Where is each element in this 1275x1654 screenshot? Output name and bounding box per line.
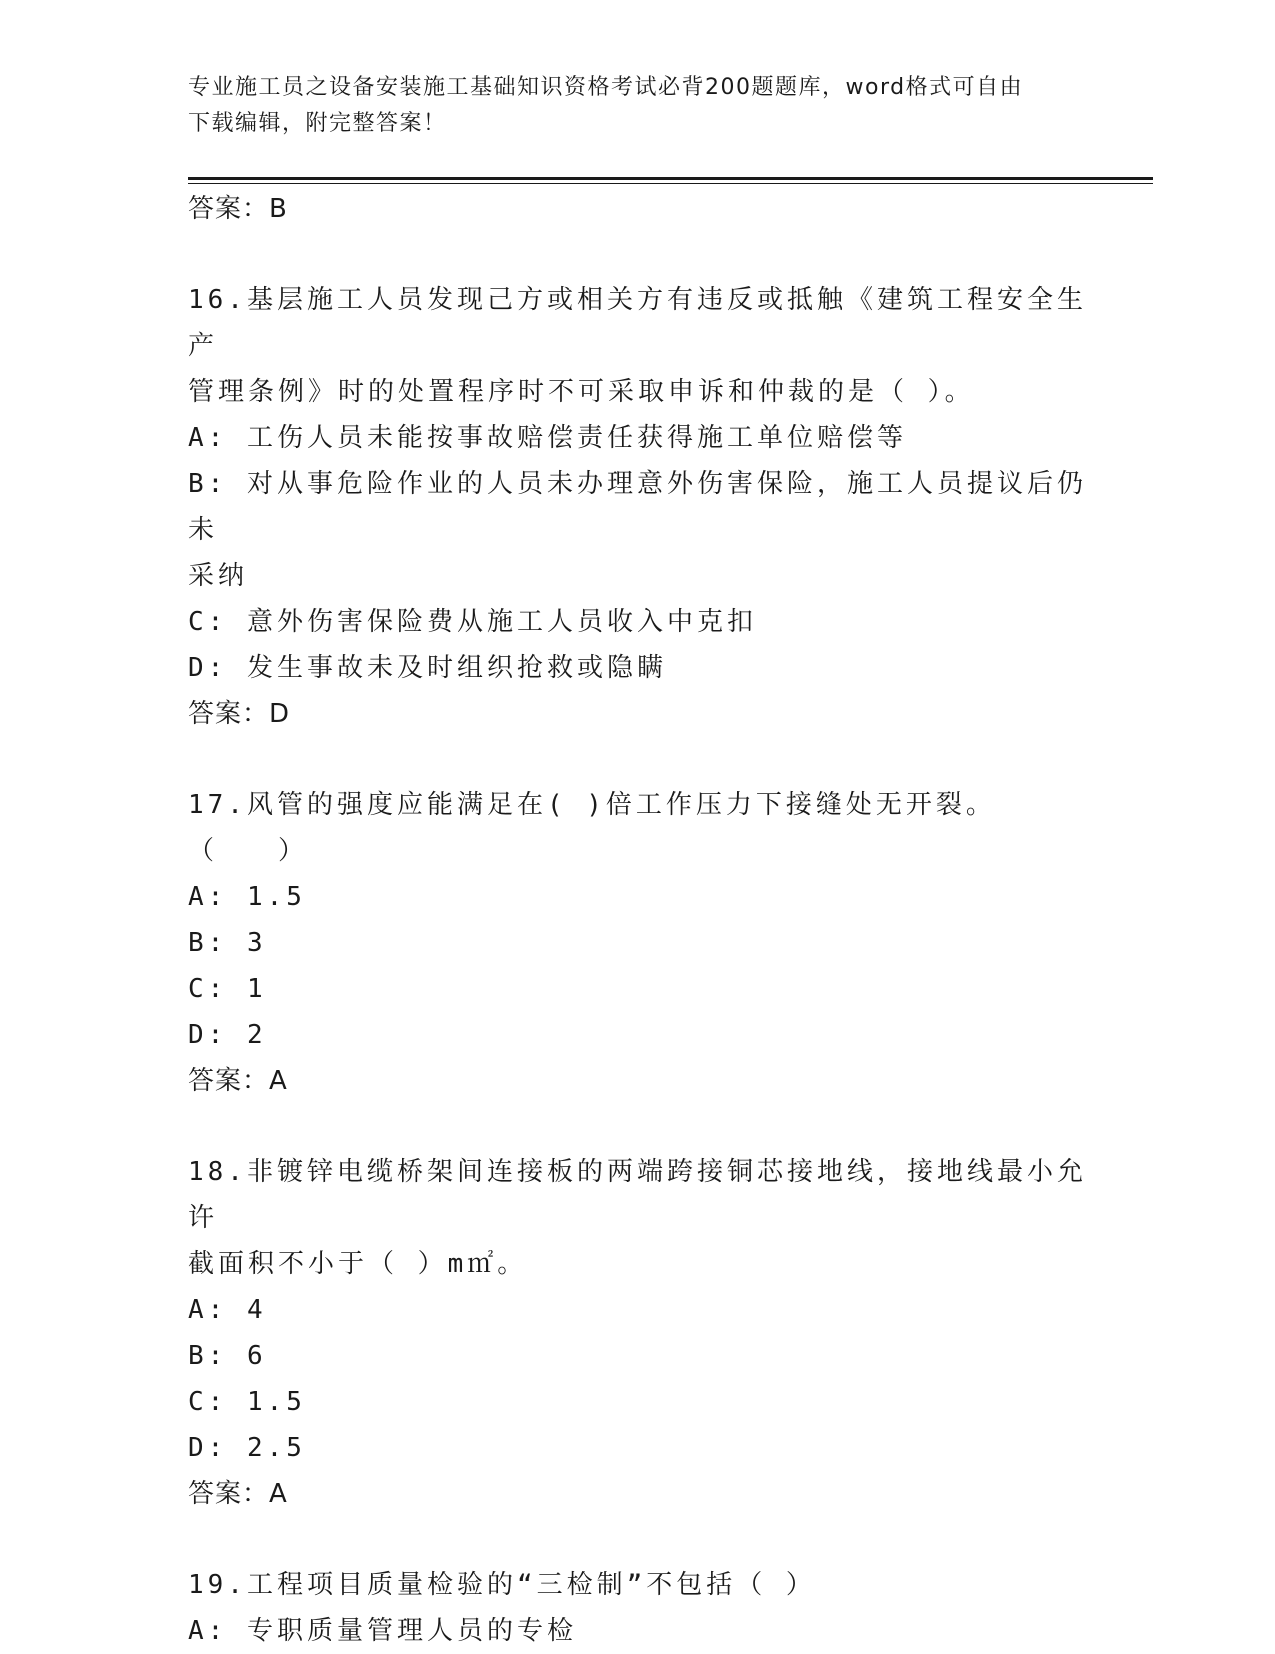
header-divider-thin: [188, 183, 1153, 184]
spacer: [188, 232, 1088, 277]
document-header: [188, 70, 1088, 142]
option-letter: C:: [188, 1387, 228, 1417]
option-text: 工伤人员未能按事故赔偿责任获得施工单位赔偿等: [246, 423, 907, 453]
answer-17: 答案：A: [188, 1066, 288, 1096]
option-text: 专职质量管理人员的专检: [246, 1616, 577, 1646]
question-18-option-c: [188, 1379, 1088, 1425]
option-text: 2.5: [246, 1433, 306, 1463]
answer-16: 答案：D: [188, 699, 291, 729]
question-16-option-c: [188, 599, 1088, 645]
question-16-option-a: [188, 415, 1088, 461]
question-19: [188, 1562, 1088, 1654]
answer-18: 答案：A: [188, 1479, 288, 1509]
question-16-option-b-continued: 采纳: [188, 561, 249, 591]
spacer: [188, 737, 1088, 782]
option-text: 1: [246, 974, 267, 1004]
option-text: 3: [246, 928, 267, 958]
option-letter: D:: [188, 1020, 228, 1050]
option-letter: A:: [188, 423, 228, 453]
option-letter: D:: [188, 1433, 228, 1463]
question-17-option-d: [188, 1012, 1088, 1058]
header-line-2: 下载编辑，附完整答案！: [188, 111, 447, 136]
question-17-option-c: [188, 966, 1088, 1012]
option-text: 对从事危险作业的人员未办理意外伤害保险，施工人员提议后仍未: [188, 469, 1087, 545]
question-18-stem-line-1: 18.非镀锌电缆桥架间连接板的两端跨接铜芯接地线，接地线最小允许: [188, 1157, 1087, 1233]
option-letter: B:: [188, 928, 228, 958]
question-16-option-b: [188, 461, 1088, 553]
question-19-option-a: [188, 1608, 1088, 1654]
header-line-1: 专业施工员之设备安装施工基础知识资格考试必背200题题库，word格式可自由: [188, 75, 1024, 100]
spacer: [188, 1517, 1088, 1562]
question-17-stem-line-1: 17.风管的强度应能满足在( )倍工作压力下接缝处无开裂。（ ）: [188, 790, 996, 866]
question-18-option-d: [188, 1425, 1088, 1471]
question-17-option-a: [188, 874, 1088, 920]
option-text: 1.5: [246, 1387, 306, 1417]
spacer: [188, 1104, 1088, 1149]
question-16-option-d: [188, 645, 1088, 691]
question-16-stem-line-1: 16.基层施工人员发现己方或相关方有违反或抵触《建筑工程安全生产: [188, 285, 1087, 361]
header-divider-thick: [188, 177, 1153, 180]
option-text: 2: [246, 1020, 267, 1050]
option-text: 1.5: [246, 882, 306, 912]
question-18: [188, 1149, 1088, 1517]
question-18-option-b: [188, 1333, 1088, 1379]
question-16: [188, 277, 1088, 737]
option-letter: C:: [188, 607, 228, 637]
option-letter: B:: [188, 469, 228, 499]
question-list: [188, 186, 1088, 1654]
answer-15: 答案：B: [188, 194, 288, 224]
option-letter: B:: [188, 1341, 228, 1371]
option-text: 4: [246, 1295, 267, 1325]
question-19-stem-line-1: 19.工程项目质量检验的“三检制”不包括（ ）: [188, 1570, 816, 1600]
question-18-option-a: [188, 1287, 1088, 1333]
option-letter: C:: [188, 974, 228, 1004]
option-letter: A:: [188, 882, 228, 912]
option-letter: A:: [188, 1616, 228, 1646]
question-16-stem-line-2: 管理条例》时的处置程序时不可采取申诉和仲裁的是（ ）。: [188, 377, 975, 407]
option-letter: A:: [188, 1295, 228, 1325]
option-text: 意外伤害保险费从施工人员收入中克扣: [246, 607, 757, 637]
option-text: 6: [246, 1341, 267, 1371]
option-letter: D:: [188, 653, 228, 683]
question-18-stem-line-2: 截面积不小于（ ）m㎡。: [188, 1249, 528, 1279]
question-17: [188, 782, 1088, 1104]
question-17-option-b: [188, 920, 1088, 966]
option-text: 发生事故未及时组织抢救或隐瞒: [246, 653, 667, 683]
